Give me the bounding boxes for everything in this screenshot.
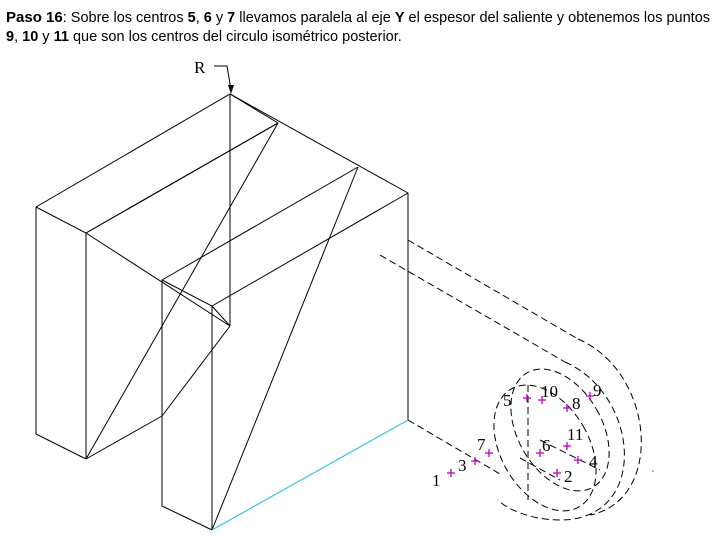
block-top-short-edge [230, 94, 278, 123]
block-inner-edge [86, 123, 278, 233]
step-top-front [212, 193, 408, 306]
inner-construction-line [520, 458, 560, 480]
caption-point-9: 9 [6, 29, 15, 45]
step-top-corner [162, 280, 212, 530]
caption-point-7: 7 [227, 10, 236, 26]
caption-text: llevamos paralela al eje [235, 10, 395, 26]
diagonal-step-face [212, 167, 358, 530]
label-point-3: 3 [458, 456, 467, 475]
caption-point-11: 11 [53, 29, 69, 45]
diagonal-left-face [86, 123, 278, 459]
point-1-marker [447, 469, 455, 477]
r-marker [194, 58, 234, 94]
caption-text: : Sobre los centros [62, 10, 188, 26]
step-top-back [162, 167, 358, 280]
boss-top-front-line [408, 240, 578, 339]
caption-text: que son los centros del circulo isométrico posterior. [68, 29, 402, 45]
label-point-1: 1 [432, 471, 441, 490]
r-leader-line [214, 66, 231, 90]
caption-text: , [14, 29, 23, 45]
label-point-4: 4 [589, 452, 598, 471]
stray-dot [652, 470, 654, 472]
block-top-back-edges [36, 94, 408, 420]
caption-point-5: 5 [187, 10, 196, 26]
caption-text: el espesor del saliente y obtenemos los puntos [404, 10, 711, 26]
caption-text: y [211, 10, 228, 26]
block-bottom-left [36, 434, 86, 459]
label-point-2: 2 [564, 467, 573, 486]
label-point-6: 6 [542, 436, 551, 455]
label-point-5: 5 [503, 391, 512, 410]
boss [380, 240, 641, 529]
label-point-11: 11 [567, 425, 584, 444]
point-2-marker [553, 469, 561, 477]
caption-text: y [38, 29, 54, 45]
caption-point-10: 10 [22, 29, 39, 45]
diagonal-inner [162, 326, 230, 416]
main-block [36, 94, 408, 530]
label-point-9: 9 [593, 381, 602, 400]
label-r: R [194, 58, 206, 77]
block-bottom-front [86, 416, 162, 459]
point-3-marker [471, 457, 479, 465]
boss-front-outer-arc [498, 362, 624, 520]
caption-text: , [195, 10, 204, 26]
label-point-8: 8 [572, 394, 581, 413]
axis-r-diagonal [86, 233, 230, 326]
highlight-bottom-edge [212, 420, 408, 530]
step-title: Paso 16 [6, 9, 63, 26]
caption-axis-y: Y [394, 10, 405, 26]
point-7-marker [485, 449, 493, 457]
r-arrowhead [228, 85, 234, 94]
block-left-front-edge [36, 207, 86, 459]
label-point-7: 7 [477, 435, 486, 454]
label-point-10: 10 [541, 382, 558, 401]
step-front-edges [162, 280, 212, 530]
boss-bottom-line [408, 420, 500, 474]
point-5-marker [523, 394, 531, 402]
boss-back-outer-arc [578, 339, 641, 515]
back-inner-ellipse [491, 352, 630, 508]
caption-point-6: 6 [203, 10, 212, 26]
point-8-marker [563, 404, 571, 412]
